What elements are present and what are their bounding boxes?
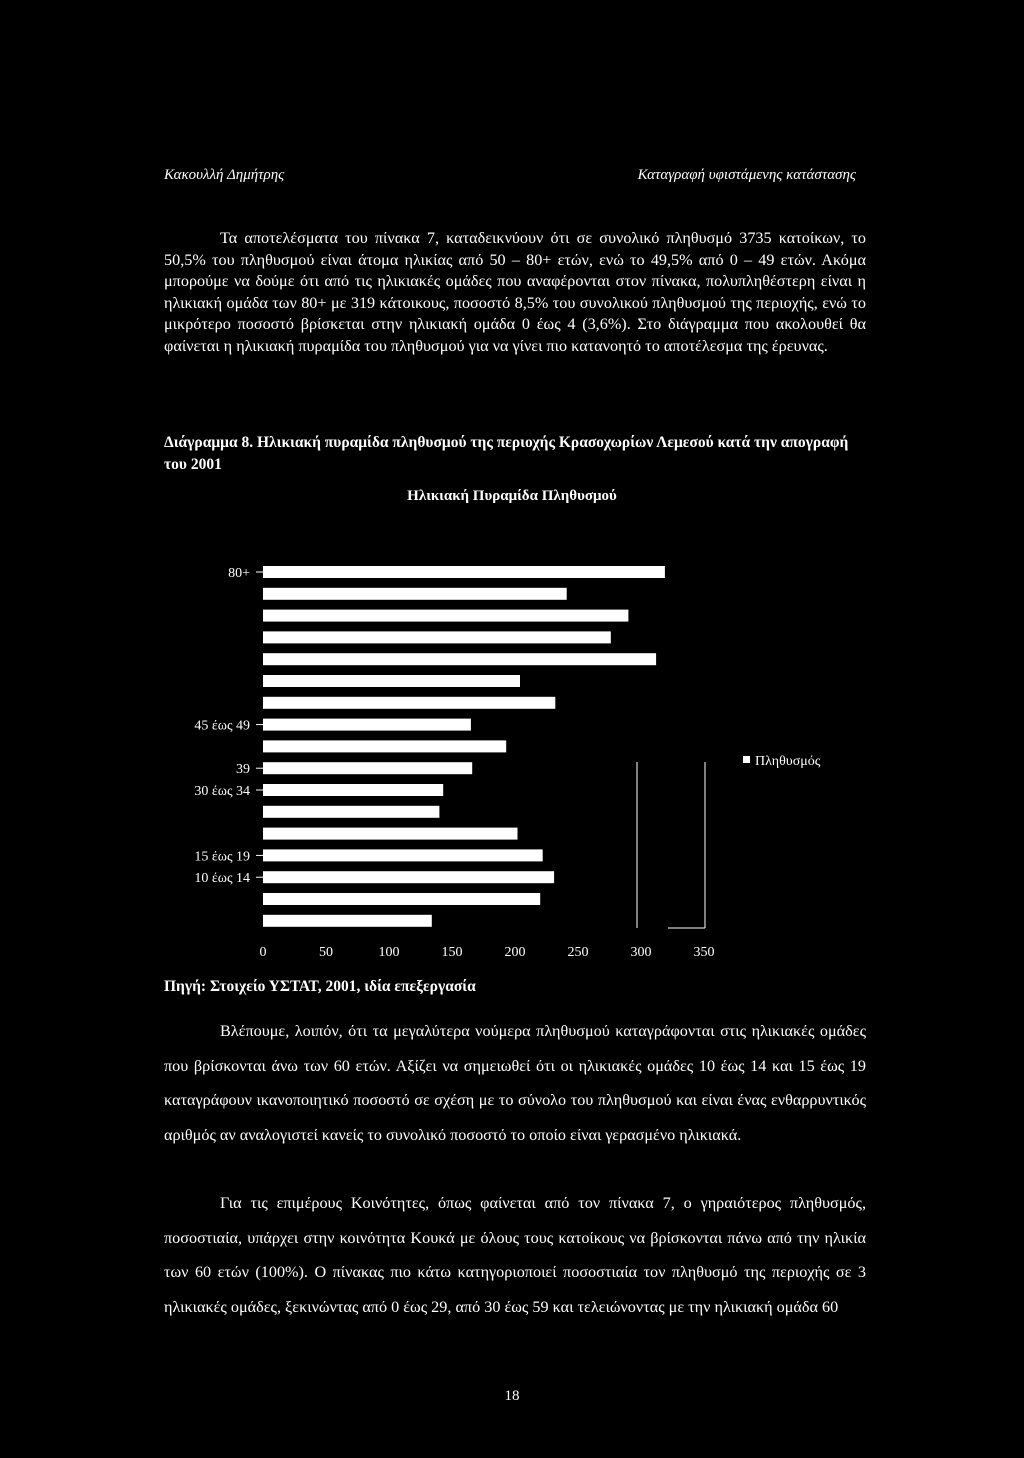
- bar-12: [263, 806, 439, 818]
- bar-9: [263, 740, 506, 752]
- communities-paragraph: Για τις επιμέρους Κοινότητες, όπως φαίνεται από τον πίνακα 7, ο γηραιότερος πληθυσμός, ποσοστιαία, υπάρχει στην κοινότητα Κουκά με όλους τους κατοίκους να βρίσκονται πάνω από την ηλικία των 60 ετών (100%). Ο πίνακας πιο κάτω κατηγοριοποιεί ποσοστιαία τον πληθυσμό της περιοχής σε 3 ηλικιακές ομάδες, ξεκινώντας από 0 έως 29, από 30 έως 59 και τελειώνοντας με την ηλικιακή ομάδα 60: [164, 1194, 866, 1316]
- intro-paragraph: Τα αποτελέσματα του πίνακα 7, καταδεικνύουν ότι σε συνολικό πληθυσμό 3735 κατοίκων, το 50,5% του πληθυσμού είναι άτομα ηλικίας από 50 – 80+ ετών, ενώ το 49,5% από 0 – 49 ετών. Ακόμα μπορούμε να δούμε ότι από τις ηλικιακές ομάδες που αναφέρονται στον πίνακα, πολυπληθέστερη είναι η ηλικιακή ομάδα των 80+ με 319 κάτοικους, ποσοστό 8,5% του συνολικού πληθυσμού της περιοχής, ενώ το μικρότερο ποσοστό βρίσκεται στην ηλικιακή ομάδα 0 έως 4 (3,6%). Στο διάγραμμα που ακολουθεί θα φαίνεται η ηλικιακή πυραμίδα του πληθυσμού για να γίνει πιο κατανοητό το αποτέλεσμα της έρευνας.: [164, 229, 866, 355]
- bar-16: [263, 893, 540, 905]
- bar-1: [263, 566, 665, 578]
- category-label: 39: [236, 762, 250, 778]
- x-tick-label: 100: [378, 945, 400, 960]
- page-number: 18: [504, 1388, 520, 1404]
- legend-swatch: [743, 756, 750, 763]
- bar-6: [263, 675, 520, 687]
- bar-5: [263, 653, 656, 665]
- category-label: 15 έως 19: [194, 849, 250, 865]
- bar-14: [263, 849, 543, 861]
- bar-7: [263, 697, 555, 709]
- x-tick-label: 50: [319, 945, 333, 960]
- bar-2: [263, 588, 567, 600]
- category-label: 30 έως 34: [194, 784, 250, 799]
- chart-title: Ηλικιακή Πυραμίδα Πληθυσμού: [407, 488, 617, 504]
- bar-17: [263, 915, 432, 927]
- x-tick-label: 350: [693, 945, 715, 960]
- category-label: 10 έως 14: [194, 871, 250, 887]
- analysis-paragraph: Βλέπουμε, λοιπόν, ότι τα μεγαλύτερα νούμερα πληθυσμού καταγράφονται στις ηλικιακές ομάδες που βρίσκονται άνω των 60 ετών. Αξίζει να σημειωθεί ότι οι ηλικιακές ομάδες 10 έως 14 και 15 έως 19 καταγράφουν ικανοποιητικό ποσοστό σε σχέση με το σύνολο του πληθυσμού και είναι ένας ενθαρρυντικός αριθμός αν αναλογιστεί κανείς το συνολικό ποσοστό το οποίο είναι γερασμένο ηλικιακά.: [164, 1022, 866, 1144]
- bar-8: [263, 719, 471, 731]
- figure-source: Πηγή: Στοιχείο ΥΣΤΑΤ, 2001, ιδία επεξεργασία: [164, 978, 476, 995]
- figure-caption: Διάγραμμα 8. Ηλικιακή πυραμίδα πληθυσμού της περιοχής Κρασοχωρίων Λεμεσού κατά την απογραφή του 2001: [164, 434, 849, 473]
- running-header-section: Καταγραφή υφιστάμενης κατάστασης: [637, 167, 856, 183]
- bar-4: [263, 631, 611, 643]
- x-tick-label: 0: [259, 945, 267, 960]
- bar-11: [263, 784, 443, 796]
- legend-label: Πληθυσμός: [755, 754, 821, 769]
- x-tick-label: 300: [630, 945, 652, 960]
- x-tick-label: 150: [441, 945, 463, 960]
- category-label: 80+: [228, 566, 250, 581]
- x-tick-label: 200: [504, 945, 526, 960]
- category-label: 45 έως 49: [194, 718, 250, 734]
- bar-10: [263, 762, 472, 774]
- x-tick-label: 250: [567, 945, 589, 960]
- bar-3: [263, 610, 628, 622]
- bar-13: [263, 828, 518, 840]
- bar-15: [263, 871, 554, 883]
- running-header-author: Κακουλλή Δημήτρης: [164, 167, 285, 183]
